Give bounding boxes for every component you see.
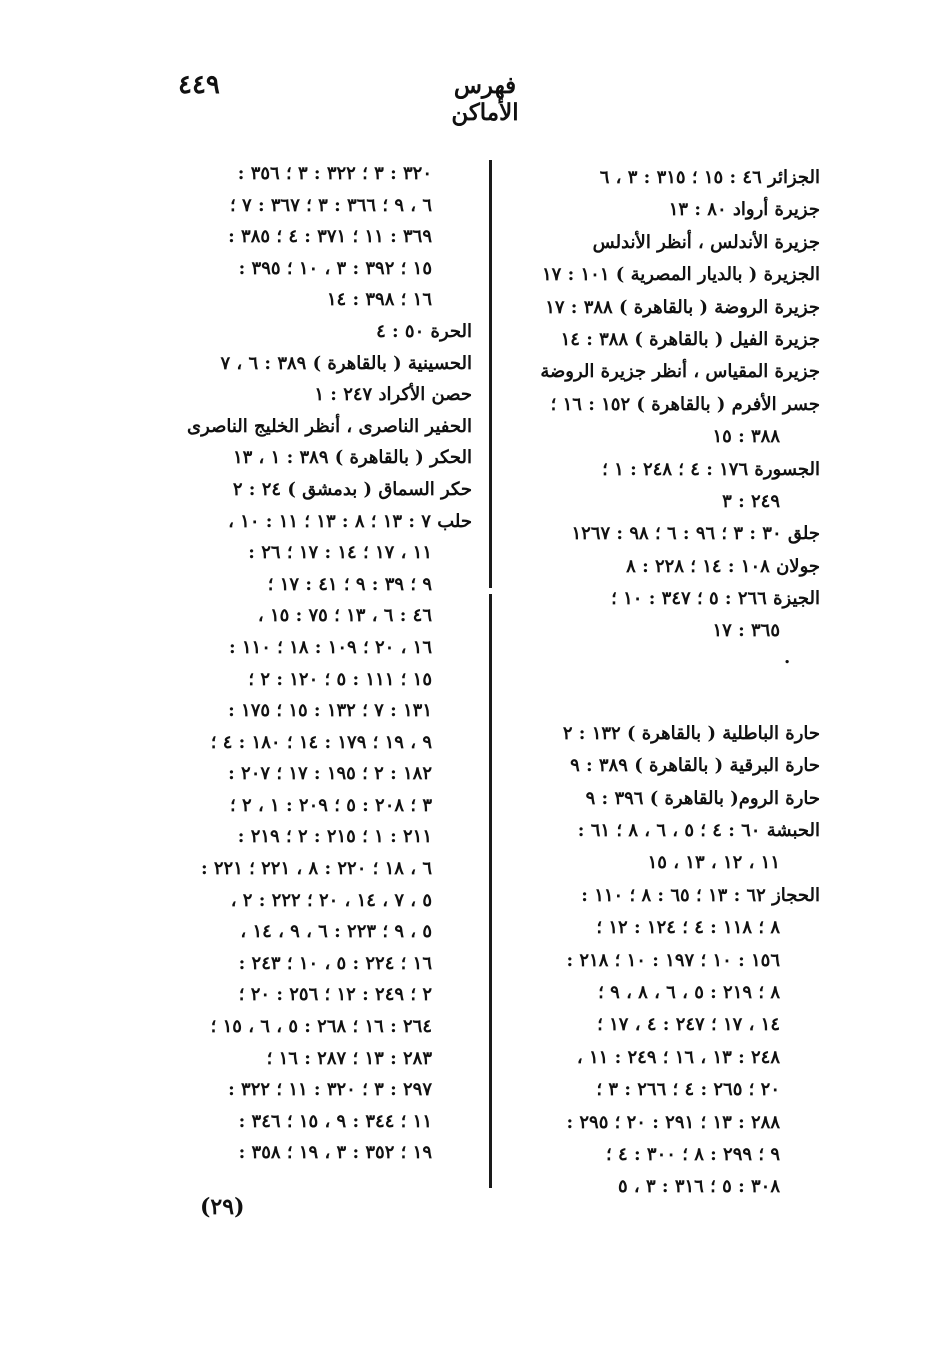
index-entry: الجزائر ٤٦ : ١٥ ؛ ٣١٥ : ٣ ، ٦ <box>599 167 820 188</box>
index-entry: جزيرة أرواد ٨٠ : ١٣ <box>668 199 820 221</box>
index-continuation-line: ٩ ؛ ٣٩ : ٩ ؛ ٤١ : ١٧ ؛ <box>267 573 432 595</box>
index-entry: الجيزة ٢٦٦ : ٥ ؛ ٣٤٧ : ١٠ ؛ <box>611 588 820 610</box>
index-continuation-line: ٨ ؛ ٢١٩ : ٥ ، ٦ ، ٨ ، ٩ ؛ <box>598 981 780 1003</box>
index-continuation-line: ١٦ ؛ ٣٩٨ : ١٤ <box>326 289 432 311</box>
index-continuation-line: ١٥٦ : ١٠ ؛ ١٩٧ : ١٠ ؛ ٢١٨ : <box>566 949 780 971</box>
index-entry: حصن الأكراد ٢٤٧ : ١ <box>314 384 472 406</box>
index-entry: حارة البرقية ( بالقاهرة ) ٣٨٩ : ٩ <box>570 755 820 777</box>
index-continuation-line: ١١ ؛ ٣٤٤ : ٩ ، ١٥ ؛ ٣٤٦ : <box>238 1110 432 1132</box>
index-block-ha <box>512 718 820 1204</box>
index-continuation-line: ٣ ؛ ٢٠٨ : ٥ ؛ ٢٠٩ : ١ ، ٢ ؛ <box>230 794 432 816</box>
index-block-jim <box>512 162 820 648</box>
index-continuation-line: ١١ ، ١٧ ؛ ١٤ : ١٧ ؛ ٢٦ : <box>248 542 432 564</box>
index-entry: جزيرة الروضة ( بالقاهرة ) ٣٨٨ : ١٧ <box>545 296 820 318</box>
index-entry: حارة الباطلية ( بالقاهرة ) ١٣٢ : ٢ <box>562 722 820 744</box>
section-gap <box>512 668 820 718</box>
index-continuation-line: ٢٦٤ : ١٦ ؛ ٢٦٨ : ٥ ، ٦ ، ١٥ ؛ <box>210 1016 432 1038</box>
index-continuation-line: ١٨٢ : ٢ ؛ ١٩٥ : ١٧ ؛ ٢٠٧ : <box>228 763 432 785</box>
index-continuation-line: ٣٦٩ : ١١ ؛ ٣٧١ : ٤ ؛ ٣٨٥ : <box>228 226 432 248</box>
index-continuation-line: ٨ ؛ ١١٨ : ٤ ؛ ١٢٤ : ١٢ ؛ <box>596 917 780 939</box>
index-entry: جزيرة المقياس ، أنظر جزيرة الروضة <box>540 361 820 383</box>
index-entry: الحسينية ( بالقاهرة ) ٣٨٩ : ٦ ، ٧ <box>220 352 472 374</box>
index-continuation-line: ٣٨٨ : ١٥ <box>712 426 780 448</box>
index-column-right <box>512 162 820 1204</box>
index-entry: الحكر ( بالقاهرة ) ٣٨٩ : ١ ، ١٣ <box>232 447 472 469</box>
index-entry: حلب ٧ : ١٣ ؛ ٨ : ١٣ ؛ ١١ : ١٠ ، <box>228 510 472 532</box>
index-continuation-line: ٢٤٩ : ٣ <box>722 490 780 512</box>
index-continuation-line: ٣٢٠ : ٣ ؛ ٣٢٢ : ٣ ؛ ٣٥٦ : <box>237 163 432 184</box>
signature-mark: (٢٩) <box>200 1194 245 1220</box>
index-entry: جزيرة الفيل ( بالقاهرة ) ٣٨٨ : ١٤ <box>560 328 820 350</box>
index-continuation-line: ٥ ، ٧ ، ١٤ ، ٢٠ ؛ ٢٢٢ : ٢ ، <box>230 889 432 911</box>
index-entry: الجسورة ١٧٦ : ٤ ؛ ٢٤٨ : ١ ؛ <box>602 458 820 480</box>
index-continuation-line: ٥ ، ٩ ؛ ٢٢٣ : ٦ ، ٩ ، ١٤ ، <box>240 921 432 943</box>
index-continuation-line: ١٥ ؛ ١١١ : ٥ ؛ ١٢٠ : ٢ ؛ <box>248 668 432 690</box>
index-entry: الحبشة ٦٠ : ٤ ؛ ٥ ، ٦ ، ٨ ؛ ٦١ : <box>577 820 820 842</box>
index-continuation-line: ١٣١ : ٧ ؛ ١٣٢ : ١٥ ؛ ١٧٥ : <box>228 700 432 722</box>
index-column-left <box>160 158 472 1169</box>
index-continuation-line: ٤٦ : ٦ ، ١٣ ؛ ٧٥ : ١٥ ، <box>257 605 432 627</box>
index-entry: الحرة ٥٠ : ٤ <box>376 320 472 342</box>
column-divider-bottom <box>489 594 492 1188</box>
index-continuation-line: ٢١١ : ١ ؛ ٢١٥ : ٢ ؛ ٢١٩ : <box>237 826 432 848</box>
index-continuation-line: ٢٤٨ : ١٣ ، ١٦ ؛ ٢٤٩ : ١١ ، <box>576 1046 780 1068</box>
index-continuation-line: ٢٩٧ : ٣ ؛ ٣٢٠ : ١١ ؛ ٣٢٢ : <box>228 1079 432 1101</box>
index-continuation-line: ١٩ ؛ ٣٥٢ : ٣ ، ١٩ ؛ ٣٥٨ : <box>238 1142 432 1164</box>
index-continuation-line: ٢ ؛ ٢٤٩ : ١٢ ؛ ٢٥٦ : ٢٠ ؛ <box>238 984 432 1006</box>
index-continuation-line: ٣٠٨ : ٥ ؛ ٣١٦ : ٣ ، ٥ <box>617 1176 780 1198</box>
column-divider-top <box>489 160 492 588</box>
index-entry: الحفير الناصرى ، أنظر الخليج الناصرى <box>187 415 472 437</box>
index-continuation-line: ١٦ ، ٢٠ ؛ ١٠٩ : ١٨ ؛ ١١٠ : <box>228 636 432 658</box>
index-entry: حارة الروم( بالقاهرة ) ٣٩٦ : ٩ <box>585 787 820 809</box>
index-continuation-line: ١١ ، ١٢ ، ١٣ ، ١٥ <box>647 852 780 874</box>
index-entry: الحجاز ٦٢ : ١٣ ؛ ٦٥ : ٨ ؛ ١١٠ : <box>581 884 820 906</box>
section-separator-mark: . <box>784 646 791 668</box>
index-entry: جولان ١٠٨ : ١٤ ؛ ٢٢٨ : ٨ <box>626 555 820 577</box>
running-head: فهرس الأماكن <box>451 72 519 126</box>
index-entry: الجزيرة ( بالديار المصرية ) ١٠١ : ١٧ <box>541 264 820 286</box>
index-continuation-line: ١٤ ، ١٧ ؛ ٢٤٧ : ٤ ، ١٧ ؛ <box>597 1014 780 1036</box>
index-entry: جسر الأفرم ( بالقاهرة ) ١٥٢ : ١٦ ؛ <box>550 393 820 415</box>
index-continuation-line: ٣٦٥ : ١٧ <box>712 620 780 642</box>
index-continuation-line: ١٦ ؛ ٢٢٤ : ٥ ، ١٠ ؛ ٢٤٣ : <box>238 952 432 974</box>
index-continuation-line: ٦ ، ٩ ؛ ٣٦٦ : ٣ ؛ ٣٦٧ : ٧ ؛ <box>230 194 432 216</box>
index-entry: جزيرة الأندلس ، أنظر الأندلس <box>592 231 820 253</box>
index-continuation-line: ٢٨٣ : ١٣ ؛ ٢٨٧ : ١٦ ؛ <box>266 1047 432 1069</box>
index-continuation-line: ٦ ، ١٨ ؛ ٢٢٠ : ٨ ، ٢٢١ ؛ ٢٢١ : <box>200 858 432 880</box>
index-continuation-line: ٩ ؛ ٢٩٩ : ٨ ؛ ٣٠٠ : ٤ ؛ <box>606 1143 780 1165</box>
index-entry: جلق ٣٠ : ٣ ؛ ٩٦ : ٦ ؛ ٩٨ : ١٢٦٧ <box>571 523 820 545</box>
index-continuation-line: ٩ ، ١٩ ؛ ١٧٩ : ١٤ ؛ ١٨٠ : ٤ ؛ <box>210 731 432 753</box>
index-continuation-line: ٢٨٨ : ١٣ ؛ ٢٩١ : ٢٠ ؛ ٢٩٥ : <box>566 1111 780 1133</box>
index-entry: حكر السماق ( بدمشق ) ٢٤ : ٢ <box>232 478 472 500</box>
index-continuation-line: ١٥ ؛ ٣٩٢ : ٣ ، ١٠ ؛ ٣٩٥ : <box>238 257 432 279</box>
page-number: ٤٤٩ <box>178 70 220 100</box>
index-continuation-line: ٢٠ ؛ ٢٦٥ : ٤ ؛ ٢٦٦ : ٣ ؛ <box>596 1079 780 1101</box>
